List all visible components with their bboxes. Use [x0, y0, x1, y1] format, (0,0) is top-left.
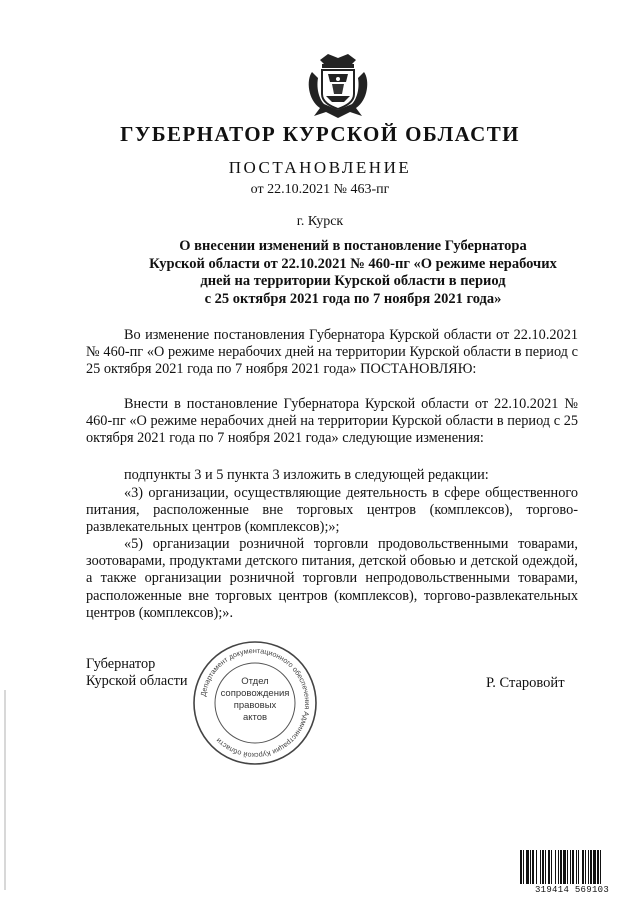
barcode-bar	[590, 850, 592, 884]
barcode-bar	[526, 850, 529, 884]
stamp-line: актов	[242, 712, 268, 723]
title-line: О внесении изменений в постановление Губернатора	[179, 238, 527, 254]
title-line: с 25 октября 2021 года по 7 ноября 2021 года»	[204, 290, 502, 307]
authority-title: ГУБЕРНАТОР КУРСКОЙ ОБЛАСТИ	[120, 122, 520, 146]
barcode-bar	[570, 850, 571, 884]
barcode-bar	[551, 850, 552, 884]
title-line: дней на территории Курской области в период	[200, 273, 506, 289]
barcode-bar	[576, 850, 577, 884]
paragraph-preamble	[86, 327, 578, 379]
date-number: от 22.10.2021 № 463-пг	[250, 182, 390, 197]
barcode-number: 319414 569103	[534, 885, 610, 895]
position-line: Курской области	[86, 673, 188, 690]
barcode-bar	[588, 850, 589, 884]
barcode-graphic	[518, 850, 626, 884]
city: г. Курск	[296, 214, 344, 229]
barcode-bar	[563, 850, 566, 884]
paragraph-text: Во изменение постановления Губернатора Курской области от 22.10.2021 № 460-пг «О режиме нерабочих дней на территории Курской области в период с 25 октября 2021 года по 7 ноября 2021 года» ПОСТАНОВЛЯЮ:	[86, 327, 578, 378]
paragraph-amend	[86, 396, 578, 448]
paragraph-quote-3	[86, 485, 578, 537]
paragraph-text: «3) организации, осуществляющие деятельность в сфере общественного питания, расположенные вне торговых центров (комплексов), торгово-развлекательных центров (комплексов);»;	[86, 485, 578, 536]
barcode-bar	[593, 850, 596, 884]
paragraph-quote-5	[86, 536, 578, 622]
signatory-name: Р. Старовойт	[486, 675, 565, 691]
paragraph-subpoints	[86, 467, 578, 484]
barcode-bar	[530, 850, 531, 884]
document-title	[118, 238, 588, 308]
position-line: Губернатор	[86, 656, 156, 672]
paragraph-text: «5) организации розничной торговли продовольственными товарами, зоотоварами, продуктами детского питания, детской обовью и детской одеждой, а также организации розничной торговли непродовольственными товарами, расположенные вне торговых центров (комплексов), торгово-развлекательных центров (комплексов);».	[86, 536, 578, 621]
scan-artifact-line	[4, 690, 6, 890]
paragraph-text: подпункты 3 и 5 пункта 3 изложить в следующей редакции:	[124, 467, 489, 483]
barcode-bar	[532, 850, 534, 884]
barcode-bar	[600, 850, 601, 884]
barcode-bar	[523, 850, 524, 884]
barcode-bar	[555, 850, 556, 884]
signatory-position	[86, 656, 188, 690]
barcode-bar	[578, 850, 579, 884]
barcode-bar	[545, 850, 546, 884]
barcode-bar	[520, 850, 522, 884]
stamp-line: Отдел	[241, 676, 269, 687]
barcode-bar	[582, 850, 584, 884]
barcode-bar	[542, 850, 544, 884]
stamp-ring-text: Департамент документационного обеспечения Администрации Курской области	[198, 645, 313, 761]
barcode-bar	[597, 850, 599, 884]
barcode-bar	[540, 850, 541, 884]
barcode-bar	[536, 850, 537, 884]
paragraph-text: Внести в постановление Губернатора Курской области от 22.10.2021 № 460-пг «О режиме нерабочих дней на территории Курской области в период с 25 октября 2021 года по 7 ноября 2021 года» следующие изменения:	[86, 396, 578, 447]
title-line: Курской области от 22.10.2021 № 460-пг «О режиме нерабочих	[149, 255, 557, 272]
barcode-bar	[560, 850, 562, 884]
stamp-line: сопровождения	[220, 688, 290, 699]
barcode-bar	[548, 850, 550, 884]
barcode-bar	[585, 850, 586, 884]
barcode-bar	[558, 850, 559, 884]
stamp-center-text	[220, 676, 290, 724]
barcode-bar	[567, 850, 568, 884]
coat-of-arms-emblem	[302, 50, 374, 120]
document-type: ПОСТАНОВЛЕНИЕ	[228, 158, 412, 177]
stamp-line: правовых	[233, 700, 277, 711]
barcode-bar	[572, 850, 574, 884]
